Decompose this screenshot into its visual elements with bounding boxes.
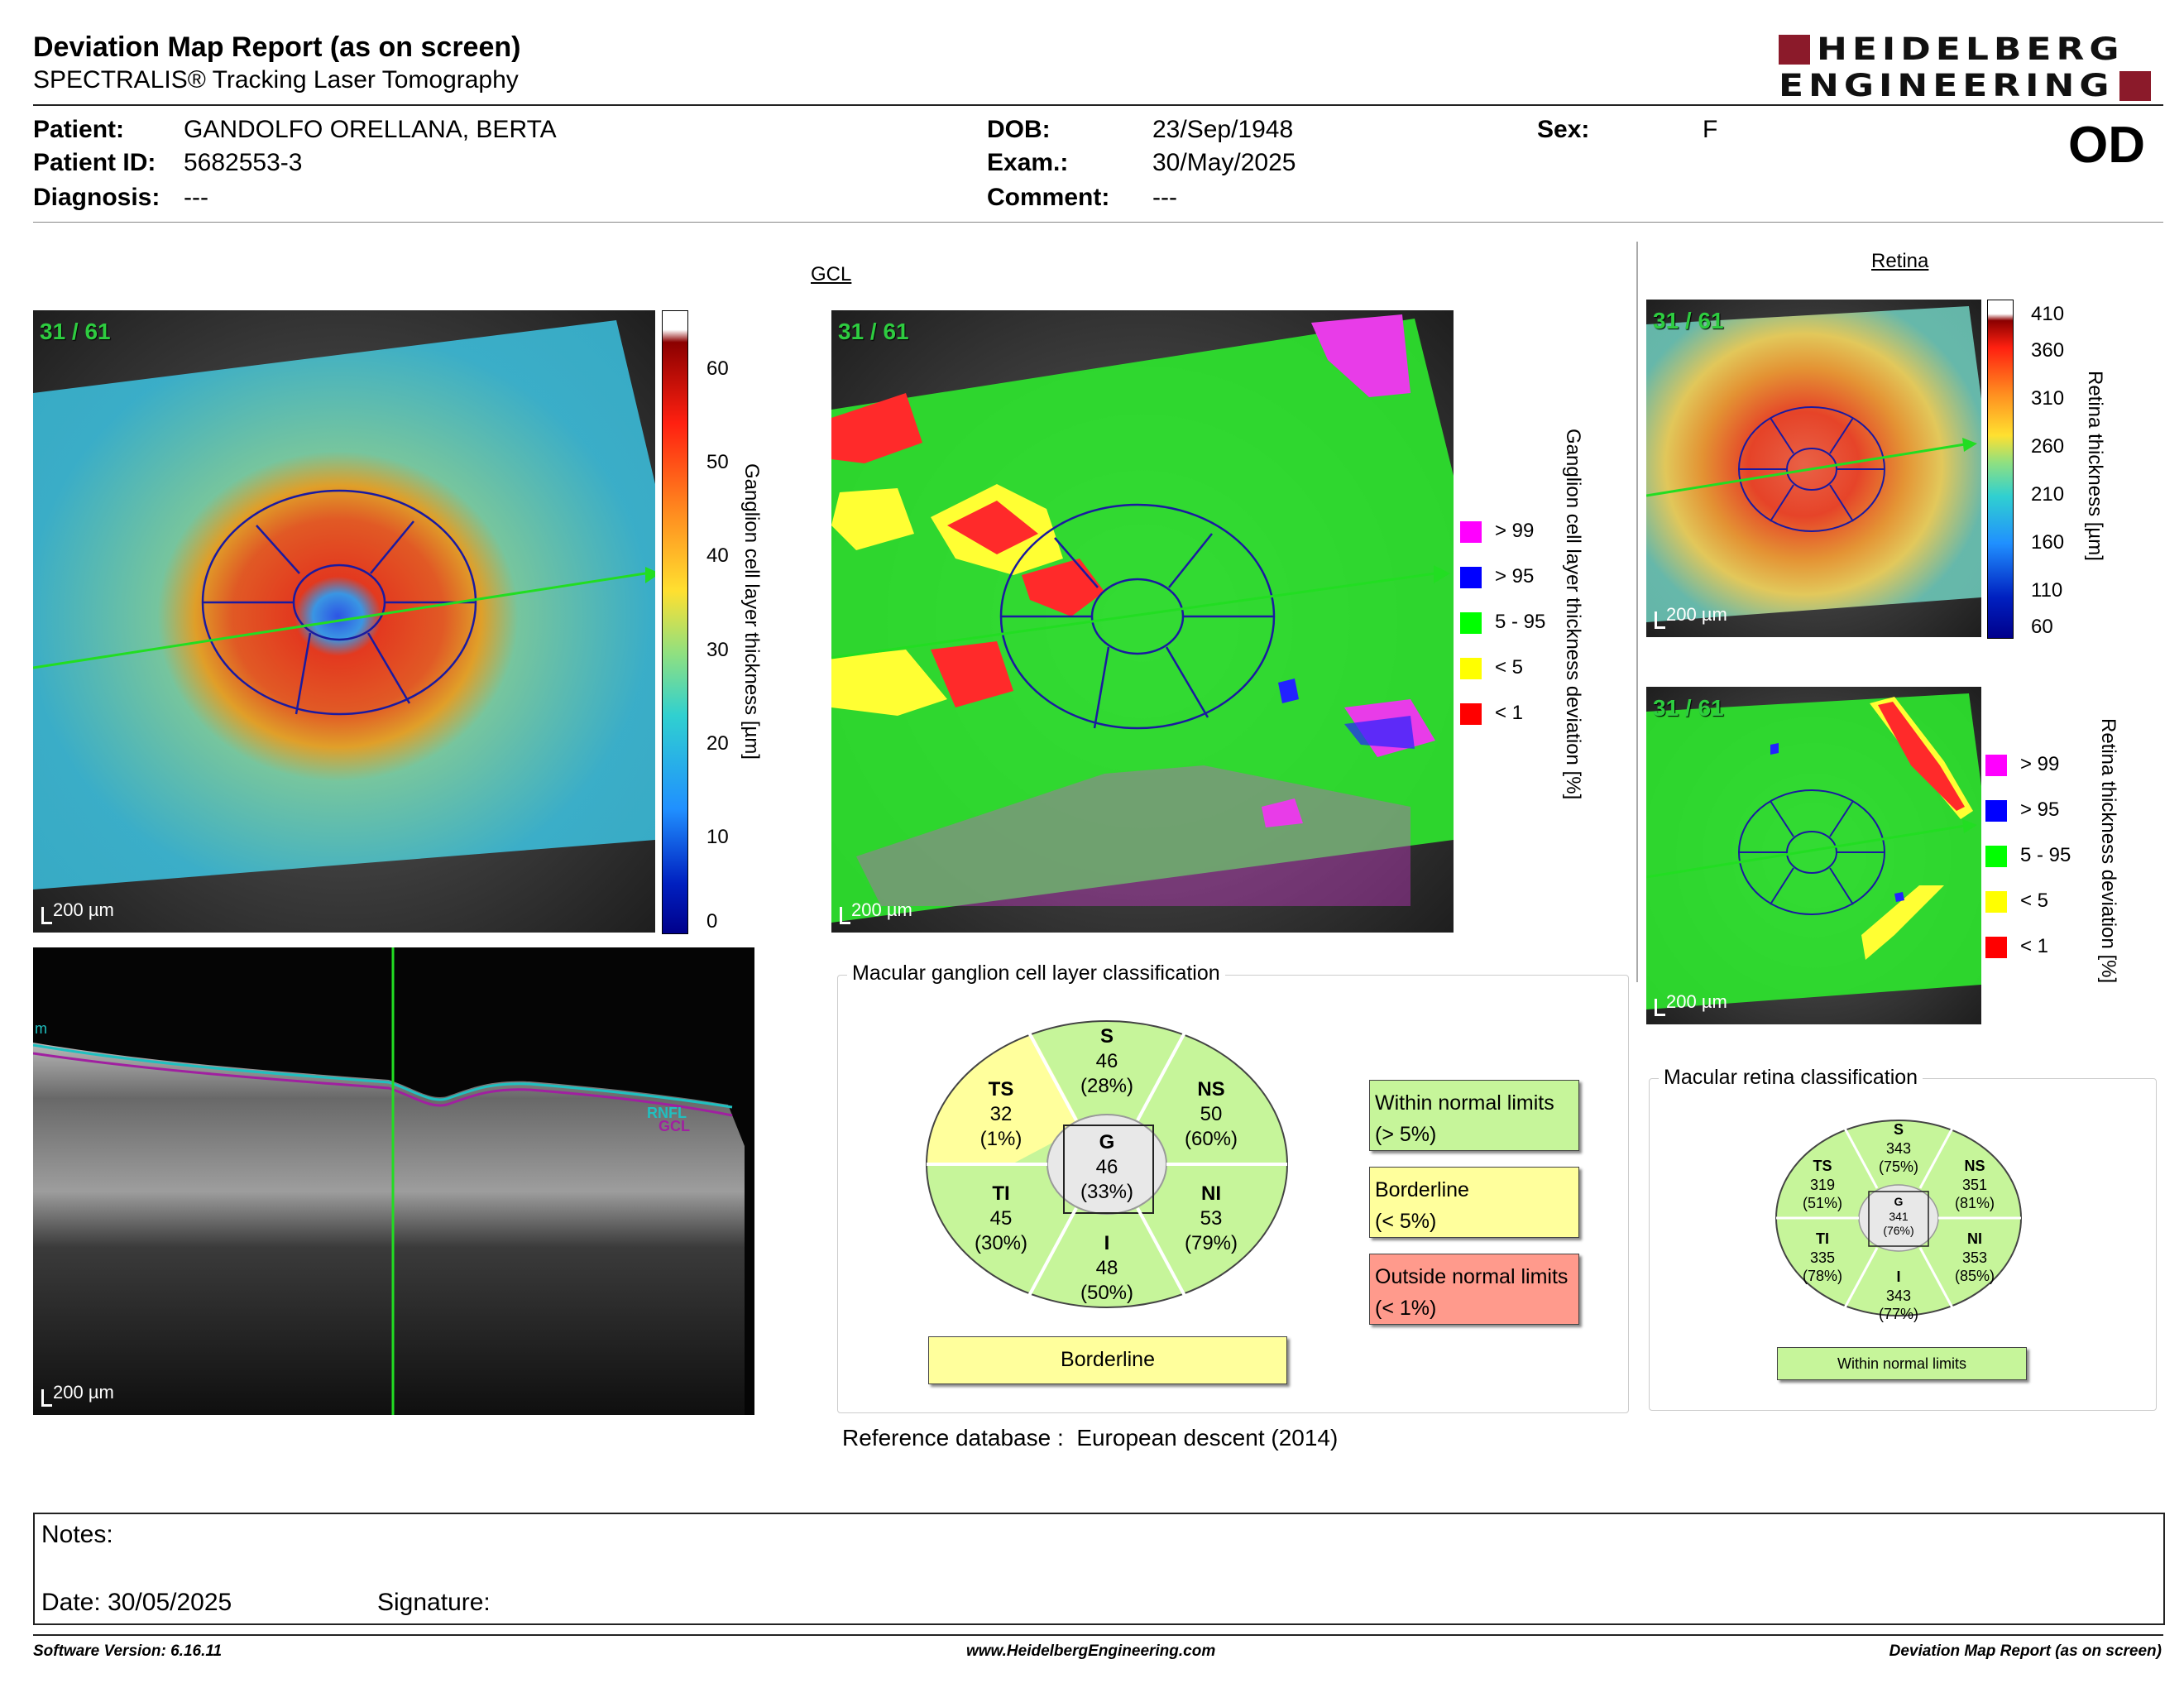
legend-row xyxy=(1985,798,2059,822)
sector-pct: (60%) xyxy=(1184,1128,1238,1150)
patient-id-label: Patient ID: xyxy=(33,149,156,176)
legend-swatch xyxy=(1460,567,1482,588)
sector-name: TS xyxy=(1813,1158,1832,1174)
sector-value: 351 xyxy=(1961,1176,1988,1193)
logo-square-icon xyxy=(2119,71,2151,101)
sector-value: 46 xyxy=(1095,1156,1118,1178)
retina-sector-ti xyxy=(1798,1230,1847,1286)
sex-value: F xyxy=(1703,116,1718,143)
sector-name: G xyxy=(1894,1195,1904,1208)
legend-row xyxy=(1460,611,1545,634)
retina-sector-s xyxy=(1874,1120,1923,1177)
legend-row xyxy=(1460,565,1534,588)
sector-value: 45 xyxy=(989,1207,1013,1230)
notes-label: Notes: xyxy=(41,1521,113,1548)
gcl-thickness-axis-label: Ganglion cell layer thickness [µm] xyxy=(740,463,763,760)
legend-label: 5 - 95 xyxy=(2020,844,2071,866)
retina-result-badge: Within normal limits xyxy=(1777,1347,2027,1380)
gcl-tick: 50 xyxy=(706,451,729,473)
sector-value: 53 xyxy=(1200,1207,1223,1230)
patient-name: GANDOLFO ORELLANA, BERTA xyxy=(184,116,557,143)
sector-value: 46 xyxy=(1095,1050,1118,1072)
oct-edge-label: m xyxy=(35,1020,47,1037)
legend-swatch xyxy=(1460,658,1482,679)
gcl-result-badge: Borderline xyxy=(928,1336,1287,1384)
legend-swatch xyxy=(1985,891,2007,913)
gcl-sector-g xyxy=(1074,1130,1140,1205)
scale-label: 200 µm xyxy=(53,1382,114,1403)
retina-sector-g xyxy=(1874,1195,1923,1239)
exam-label: Exam.: xyxy=(987,149,1069,176)
gcl-thickness-scale xyxy=(41,899,114,921)
gcl-layer-label: GCL xyxy=(659,1118,690,1134)
logo-square-icon xyxy=(1779,35,1810,65)
legend-line: Outside normal limits xyxy=(1375,1265,1569,1288)
notes-box[interactable] xyxy=(33,1513,2165,1625)
retina-sector-ni xyxy=(1950,1230,2000,1286)
gcl-sector-ns xyxy=(1178,1077,1244,1152)
date-label: Date: xyxy=(41,1589,101,1616)
sector-pct: (1%) xyxy=(979,1128,1023,1150)
sector-name: I xyxy=(1104,1232,1110,1254)
footer-report-name: Deviation Map Report (as on screen) xyxy=(1889,1642,2162,1660)
sector-value: 335 xyxy=(1809,1249,1836,1266)
sector-value: 341 xyxy=(1889,1209,1909,1223)
retina-tick: 110 xyxy=(2031,579,2063,602)
sector-pct: (78%) xyxy=(1802,1268,1842,1284)
footer-url[interactable]: www.HeidelbergEngineering.com xyxy=(966,1642,1216,1660)
reference-value: European descent (2014) xyxy=(1076,1425,1339,1451)
sector-pct: (28%) xyxy=(1080,1075,1134,1097)
legend-row xyxy=(1985,844,2071,867)
rnfl-label: RNFL xyxy=(647,1105,687,1121)
report-subtitle: SPECTRALIS® Tracking Laser Tomography xyxy=(33,66,519,94)
gcl-sector-i xyxy=(1074,1231,1140,1306)
eye-indicator: OD xyxy=(2068,117,2145,174)
gcl-sector-s xyxy=(1074,1024,1140,1099)
exam-value: 30/May/2025 xyxy=(1152,149,1296,176)
report-title: Deviation Map Report (as on screen) xyxy=(33,31,521,63)
oct-bscan[interactable] xyxy=(33,947,754,1415)
retina-deviation-map[interactable] xyxy=(1646,687,1981,1024)
sector-name: TI xyxy=(1816,1230,1829,1247)
gcl-tick: 40 xyxy=(706,544,729,567)
gcl-tick: 20 xyxy=(706,732,729,755)
retina-deviation-tag: 31 / 61 xyxy=(1653,695,1724,721)
sector-pct: (76%) xyxy=(1883,1224,1914,1237)
legend-label: > 99 xyxy=(2020,753,2060,775)
scale-label: 200 µm xyxy=(1666,991,1727,1012)
logo-line2: ENGINEERING xyxy=(1779,67,2115,104)
gcl-deviation-map[interactable] xyxy=(831,310,1454,933)
legend-line: (> 5%) xyxy=(1375,1123,1437,1146)
retina-tick: 60 xyxy=(2031,616,2053,638)
sector-pct: (51%) xyxy=(1802,1195,1842,1211)
legend-label: > 99 xyxy=(1495,520,1535,542)
date-value: 30/05/2025 xyxy=(108,1589,232,1616)
legend-swatch xyxy=(1985,846,2007,867)
legend-swatch xyxy=(1985,755,2007,776)
sector-value: 343 xyxy=(1885,1287,1912,1304)
legend-label: < 5 xyxy=(2020,890,2049,912)
legend-within-normal xyxy=(1369,1080,1579,1151)
patient-label: Patient: xyxy=(33,116,125,143)
sector-value: 50 xyxy=(1200,1103,1223,1125)
signature-label: Signature: xyxy=(377,1589,491,1616)
gcl-thickness-map[interactable] xyxy=(33,310,655,933)
patient-divider xyxy=(33,222,2163,223)
sector-value: 353 xyxy=(1961,1249,1988,1266)
sector-name: NS xyxy=(1197,1078,1225,1101)
sex-label: Sex: xyxy=(1537,116,1590,143)
sector-pct: (50%) xyxy=(1080,1282,1134,1304)
sector-pct: (30%) xyxy=(974,1232,1028,1254)
dob-value: 23/Sep/1948 xyxy=(1152,116,1294,143)
sector-pct: (33%) xyxy=(1080,1181,1134,1203)
sector-name: TI xyxy=(992,1182,1010,1205)
retina-tick: 160 xyxy=(2031,531,2065,554)
legend-swatch xyxy=(1460,703,1482,725)
reference-label: Reference database : xyxy=(842,1425,1064,1451)
retina-classification-title: Macular retina classification xyxy=(1659,1066,1923,1090)
retina-deviation-scale xyxy=(1655,991,1727,1013)
sector-value: 32 xyxy=(989,1103,1013,1125)
gcl-sector-ti xyxy=(968,1182,1034,1256)
retina-tick: 210 xyxy=(2031,483,2065,506)
gcl-thickness-tag: 31 / 61 xyxy=(40,319,111,344)
gcl-sector-ni xyxy=(1178,1182,1244,1256)
legend-line: (< 1%) xyxy=(1375,1297,1437,1320)
sector-name: NI xyxy=(1967,1230,1982,1247)
diagnosis-value: --- xyxy=(184,184,208,211)
dob-label: DOB: xyxy=(987,116,1051,143)
gcl-tick: 0 xyxy=(706,910,718,933)
legend-label: 5 - 95 xyxy=(1495,611,1546,633)
retina-sector-i xyxy=(1874,1268,1923,1324)
comment-value: --- xyxy=(1152,184,1177,211)
gcl-deviation-tag: 31 / 61 xyxy=(838,319,909,344)
legend-line: Borderline xyxy=(1375,1178,1469,1201)
scale-label: 200 µm xyxy=(851,899,912,920)
sector-name: S xyxy=(1099,1025,1114,1048)
legend-line: Within normal limits xyxy=(1375,1091,1554,1115)
gcl-classification-title: Macular ganglion cell layer classification xyxy=(847,961,1225,985)
legend-row xyxy=(1460,520,1534,543)
retina-tick: 360 xyxy=(2031,339,2065,362)
diagnosis-label: Diagnosis: xyxy=(33,184,160,211)
gcl-sector-chart xyxy=(925,1019,1289,1309)
comment-label: Comment: xyxy=(987,184,1110,211)
footer-divider xyxy=(33,1634,2163,1636)
software-version: Software Version: 6.16.11 xyxy=(33,1642,223,1660)
sector-pct: (77%) xyxy=(1878,1306,1918,1322)
legend-line: (< 5%) xyxy=(1375,1210,1437,1233)
legend-swatch xyxy=(1460,521,1482,543)
retina-thickness-map[interactable] xyxy=(1646,300,1981,637)
scale-label: 200 µm xyxy=(53,899,114,920)
gcl-tick: 10 xyxy=(706,826,729,848)
retina-thickness-scale xyxy=(1655,604,1727,626)
legend-swatch xyxy=(1985,937,2007,958)
legend-borderline xyxy=(1369,1167,1579,1238)
legend-label: < 1 xyxy=(2020,935,2049,957)
oct-scale xyxy=(41,1382,114,1403)
retina-tick: 410 xyxy=(2031,303,2065,325)
legend-swatch xyxy=(1460,612,1482,634)
legend-label: > 95 xyxy=(2020,798,2060,821)
retina-sector-ns xyxy=(1950,1157,2000,1213)
gcl-deviation-axis-label: Ganglion cell layer thickness deviation [%] xyxy=(1562,429,1584,800)
header-divider xyxy=(33,104,2163,106)
vertical-divider xyxy=(1636,242,1638,982)
legend-row xyxy=(1985,890,2048,913)
legend-row xyxy=(1460,656,1523,679)
legend-row xyxy=(1985,935,2048,958)
sector-pct: (85%) xyxy=(1954,1268,1995,1284)
sector-value: 319 xyxy=(1809,1176,1836,1193)
retina-thickness-axis-label: Retina thickness [µm] xyxy=(2084,371,2106,561)
sector-name: S xyxy=(1893,1121,1904,1138)
retina-sector-chart xyxy=(1774,1119,2023,1322)
sector-pct: (81%) xyxy=(1954,1195,1995,1211)
legend-swatch xyxy=(1985,800,2007,822)
gcl-section-title: GCL xyxy=(811,263,852,285)
legend-label: < 5 xyxy=(1495,656,1524,679)
retina-sector-ts xyxy=(1798,1157,1847,1213)
legend-label: < 1 xyxy=(1495,702,1524,724)
sector-name: G xyxy=(1099,1131,1115,1153)
sector-pct: (75%) xyxy=(1878,1158,1918,1175)
reference-database xyxy=(842,1425,1338,1451)
heidelberg-logo xyxy=(1779,31,2163,106)
legend-row xyxy=(1985,753,2059,776)
sector-value: 48 xyxy=(1095,1257,1118,1279)
gcl-tick: 30 xyxy=(706,639,729,661)
sector-pct: (79%) xyxy=(1184,1232,1238,1254)
notes-date xyxy=(41,1589,232,1617)
retina-colorbar xyxy=(1987,300,2014,639)
legend-label: > 95 xyxy=(1495,565,1535,587)
legend-row xyxy=(1460,702,1523,725)
patient-id: 5682553-3 xyxy=(184,149,303,176)
retina-deviation-axis-label: Retina thickness deviation [%] xyxy=(2097,718,2119,984)
sector-name: I xyxy=(1896,1268,1901,1285)
retina-section-title: Retina xyxy=(1871,250,1929,272)
gcl-tick: 60 xyxy=(706,357,729,380)
gcl-sector-ts xyxy=(968,1077,1034,1152)
sector-name: NS xyxy=(1964,1158,1985,1174)
retina-tick: 310 xyxy=(2031,387,2065,410)
legend-outside-normal xyxy=(1369,1254,1579,1325)
retina-tick: 260 xyxy=(2031,435,2065,458)
sector-name: NI xyxy=(1201,1182,1221,1205)
scale-label: 200 µm xyxy=(1666,604,1727,625)
logo-line1: HEIDELBERG xyxy=(1817,31,2124,68)
sector-name: TS xyxy=(988,1078,1014,1101)
gcl-colorbar xyxy=(662,310,688,934)
gcl-deviation-scale xyxy=(840,899,912,921)
retina-thickness-tag: 31 / 61 xyxy=(1653,308,1724,333)
sector-value: 343 xyxy=(1885,1139,1912,1157)
